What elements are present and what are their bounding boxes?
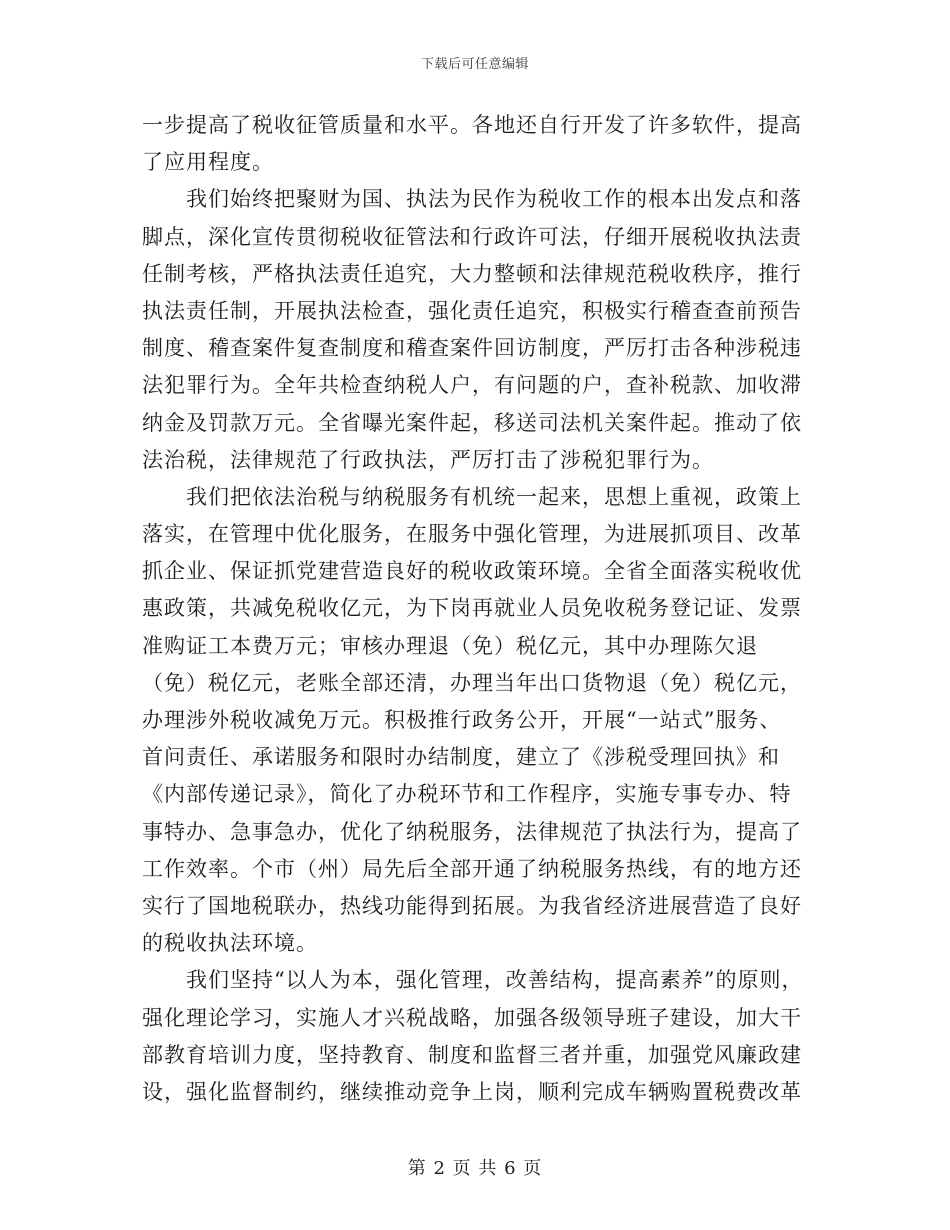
body-line: 部教育培训力度，坚持教育、制度和监督三者并重，加强党风廉政建 (142, 1042, 802, 1067)
body-line: 办理涉外税收减免万元。积极推行政务公开，开展“一站式”服务、 (142, 708, 782, 732)
body-line: 落实，在管理中优化服务，在服务中强化管理，为进展抓项目、改革 (142, 522, 802, 547)
body-line: 法犯罪行为。全年共检查纳税人户，有问题的户，查补税款、加收滞 (142, 373, 802, 398)
body-line: 惠政策，共减免税收亿元，为下岗再就业人员免收税务登记证、发票 (142, 596, 802, 621)
paragraph-start-line: 我们始终把聚财为国、执法为民作为税收工作的根本出发点和落 (186, 187, 802, 212)
body-line: 一步提高了税收征管质量和水平。各地还自行开发了许多软件，提高 (142, 113, 802, 137)
body-line: 纳金及罚款万元。全省曝光案件起，移送司法机关案件起。推动了依 (142, 410, 802, 435)
body-line: 设，强化监督制约，继续推动竞争上岗，顺利完成车辆购置税费改革 (142, 1079, 802, 1104)
paragraph-start-line: 我们把依法治税与纳税服务有机统一起来，思想上重视，政策上 (186, 484, 802, 509)
body-line: 法治税，法律规范了行政执法，严厉打击了涉税犯罪行为。 (142, 447, 714, 472)
body-line: 了应用程度。 (142, 150, 274, 175)
body-line: 实行了国地税联办，热线功能得到拓展。为我省经济进展营造了良好 (142, 893, 802, 918)
body-line: 执法责任制，开展执法检查，强化责任追究，积极实行稽查查前预告 (142, 298, 802, 323)
page-header-note: 下载后可任意编辑 (420, 57, 529, 72)
body-line: 《内部传递记录》，简化了办税环节和工作程序，实施专事专办、特 (142, 782, 792, 807)
body-line: 强化理论学习，实施人才兴税战略，加强各级领导班子建设，加大干 (142, 1005, 802, 1030)
body-line: 事特办、急事急办，优化了纳税服务，法律规范了执法行为，提高了 (142, 819, 802, 844)
body-line: 脚点，深化宣传贯彻税收征管法和行政许可法，仔细开展税收执法责 (142, 224, 802, 249)
body-line: 首问责任、承诺服务和限时办结制度，建立了《涉税受理回执》和 (142, 745, 780, 770)
paragraph-start-line: 我们坚持“以人为本，强化管理，改善结构，提高素养”的原则， (186, 968, 804, 993)
body-line: （免）税亿元，老账全部还清，办理当年出口货物退（免）税亿元， (142, 670, 802, 695)
body-line: 工作效率。个市（州）局先后全部开通了纳税服务热线，有的地方还 (142, 856, 802, 881)
body-line: 制度、稽查案件复查制度和稽查案件回访制度，严厉打击各种涉税违 (142, 336, 802, 361)
body-line: 的税收执法环境。 (142, 931, 318, 956)
body-line: 任制考核，严格执法责任追究，大力整顿和法律规范税收秩序，推行 (142, 261, 802, 286)
body-line: 准购证工本费万元；审核办理退（免）税亿元，其中办理陈欠退 (142, 633, 758, 658)
page-number-footer: 第 2 页 共 6 页 (407, 1158, 543, 1179)
body-line: 抓企业、保证抓党建营造良好的税收政策环境。全省全面落实税收优 (142, 559, 802, 584)
document-body (142, 107, 812, 1111)
